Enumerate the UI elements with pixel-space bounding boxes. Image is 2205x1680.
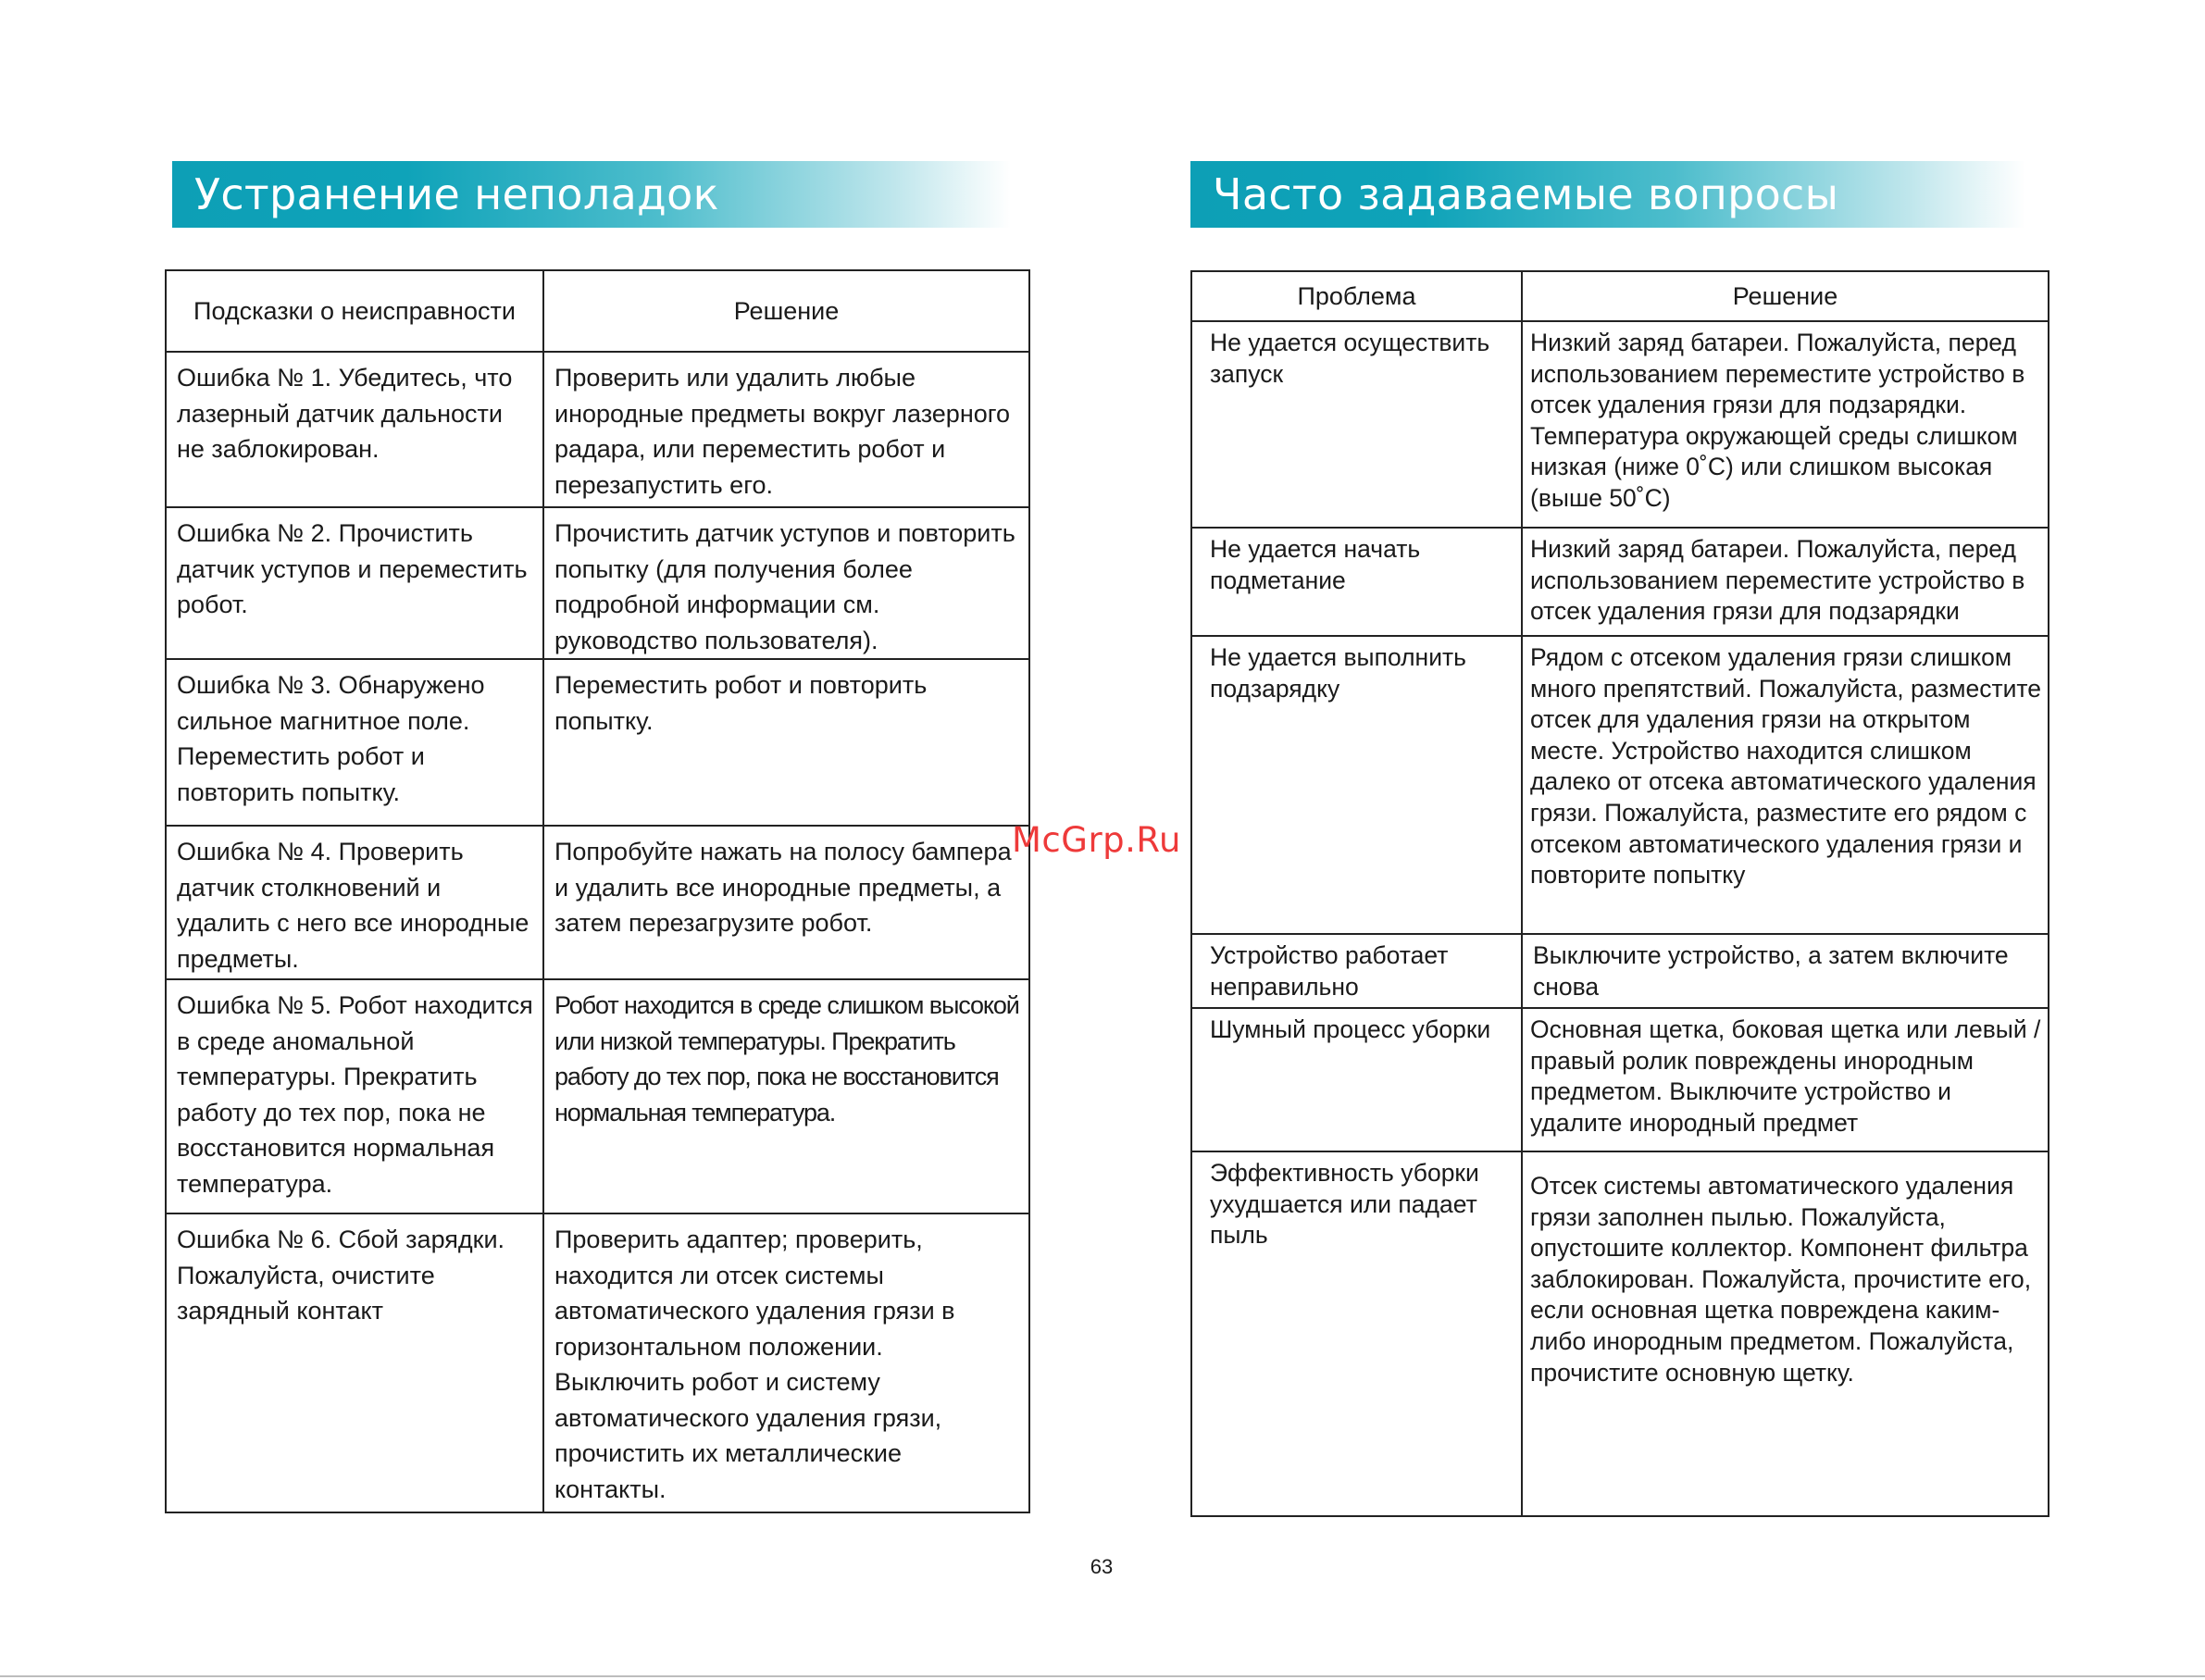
troubleshooting-title: Устранение неполадок [194,169,719,219]
hint-cell: Ошибка № 6. Сбой зарядки. Пожалуйста, очистите зарядный контакт [166,1213,543,1512]
problem-cell: Шумный процесс уборки [1191,1008,1522,1151]
problem-cell: Не удается выполнить подзарядку [1191,636,1522,934]
faq-table [1190,270,2049,1517]
problem-cell: Эффективность уборки ухудшается или падает пыль [1191,1151,1522,1516]
troubleshooting-title-banner [172,161,1011,228]
solution-cell: Переместить робот и повторить попытку. [543,659,1029,826]
table-row [1191,528,2049,636]
solution-cell: Проверить или удалить любые инородные предметы вокруг лазерного радара, или переместить робот и перезапустить его. [543,352,1029,507]
hint-cell: Ошибка № 2. Прочистить датчик уступов и переместить робот. [166,507,543,659]
header-solution: Решение [1522,271,2049,321]
table-row [1191,1008,2049,1151]
problem-cell: Устройство работает неправильно [1191,934,1522,1008]
table-row [1191,321,2049,528]
header-solution: Решение [543,270,1029,352]
faq-title-banner [1190,161,2025,228]
hint-cell: Ошибка № 1. Убедитесь, что лазерный датчик дальности не заблокирован. [166,352,543,507]
solution-cell: Прочистить датчик уступов и повторить попытку (для получения более подробной информации см. руководство пользователя). [543,507,1029,659]
bottom-divider [0,1675,2205,1677]
solution-cell: Проверить адаптер; проверить, находится ли отсек системы автоматического удаления грязи в горизонтальном положении. Выключить робот и систему автоматического удаления грязи, прочистить их металлические контакты. [543,1213,1029,1512]
table-row [166,979,1029,1213]
table-header-row [1191,271,2049,321]
faq-title: Часто задаваемые вопросы [1213,169,1839,219]
table-row [166,1213,1029,1512]
watermark: McGrp.Ru [1012,820,1181,860]
solution-cell: Низкий заряд батареи. Пожалуйста, перед использованием переместите устройство в отсек удаления грязи для подзарядки [1522,528,2049,636]
solution-cell: Основная щетка, боковая щетка или левый / правый ролик повреждены инородным предметом. Выключите устройство и удалите инородный предмет [1522,1008,2049,1151]
solution-cell: Выключите устройство, а затем включите снова [1522,934,2049,1008]
page-number: 63 [1090,1555,1114,1578]
table-row [1191,934,2049,1008]
header-hint: Подсказки о неисправности [166,270,543,352]
table-row [166,659,1029,826]
table-row [166,826,1029,979]
solution-cell: Рядом с отсеком удаления грязи слишком много препятствий. Пожалуйста, разместите отсек для удаления грязи на открытом месте. Устройство находится слишком далеко от отсека автоматического удаления грязи. Пожалуйста, разместите его рядом с отсеком автоматического удаления грязи и повторите попытку [1522,636,2049,934]
troubleshooting-table [165,269,1030,1513]
hint-cell: Ошибка № 4. Проверить датчик столкновений и удалить с него все инородные предметы. [166,826,543,979]
hint-cell: Ошибка № 3. Обнаружено сильное магнитное поле. Переместить робот и повторить попытку. [166,659,543,826]
solution-cell: Отсек системы автоматического удаления грязи заполнен пылью. Пожалуйста, опустошите коллектор. Компонент фильтра заблокирован. Пожалуйста, прочистите его, если основная щетка повреждена каким-либо инородным предметом. Пожалуйста, прочистите основную щетку. [1522,1151,2049,1516]
solution-cell: Попробуйте нажать на полосу бампера и удалить все инородные предметы, а затем перезагрузите робот. [543,826,1029,979]
table-header-row [166,270,1029,352]
table-row [1191,1151,2049,1516]
problem-cell: Не удается начать подметание [1191,528,1522,636]
table-row [166,507,1029,659]
solution-cell: Робот находится в среде слишком высокой или низкой температуры. Прекратить работу до тех пор, пока не восстановится нормальная температура. [543,979,1029,1213]
problem-cell: Не удается осуществить запуск [1191,321,1522,528]
table-row [1191,636,2049,934]
header-problem: Проблема [1191,271,1522,321]
table-row [166,352,1029,507]
solution-cell: Низкий заряд батареи. Пожалуйста, перед использованием переместите устройство в отсек удаления грязи для подзарядки. Температура окружающей среды слишком низкая (ниже 0˚C) или слишком высокая (выше 50˚C) [1522,321,2049,528]
hint-cell: Ошибка № 5. Робот находится в среде аномальной температуры. Прекратить работу до тех пор, пока не восстановится нормальная температура. [166,979,543,1213]
